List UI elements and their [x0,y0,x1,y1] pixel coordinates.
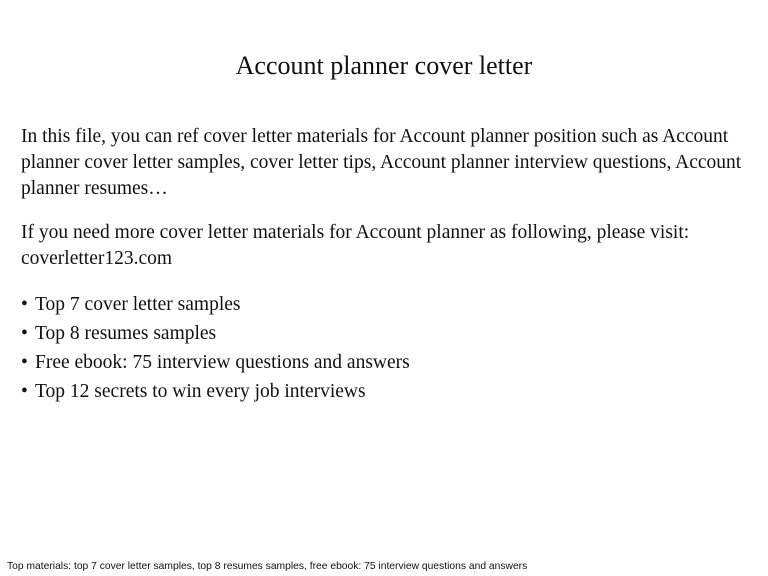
list-item-text: Top 12 secrets to win every job interviews [35,381,366,402]
bullet-icon: • [21,323,28,344]
list-item [21,321,751,347]
list-item-text: Top 7 cover letter samples [35,294,241,315]
list-item [21,379,751,405]
list-item-text: Top 8 resumes samples [35,323,217,344]
list-item-text: Free ebook: 75 interview questions and answers [35,352,410,373]
bullet-icon: • [21,294,28,315]
bullet-icon: • [21,352,28,373]
bullet-icon: • [21,381,28,402]
list-item [21,350,751,376]
materials-list [21,292,751,405]
intro-paragraph: In this file, you can ref cover letter materials for Account planner position such as Account planner cover letter samples, cover letter tips, Account planner interview questions, Account planner resumes… [21,126,742,199]
list-item [21,292,751,318]
footer-text: Top materials: top 7 cover letter samples, top 8 resumes samples, free ebook: 75 interview questions and answers [7,561,528,572]
visit-paragraph: If you need more cover letter materials for Account planner as following, please visit: coverletter123.com [21,222,690,269]
page-title: Account planner cover letter [235,51,533,80]
body-content [21,124,751,408]
footer-bar [0,556,768,574]
